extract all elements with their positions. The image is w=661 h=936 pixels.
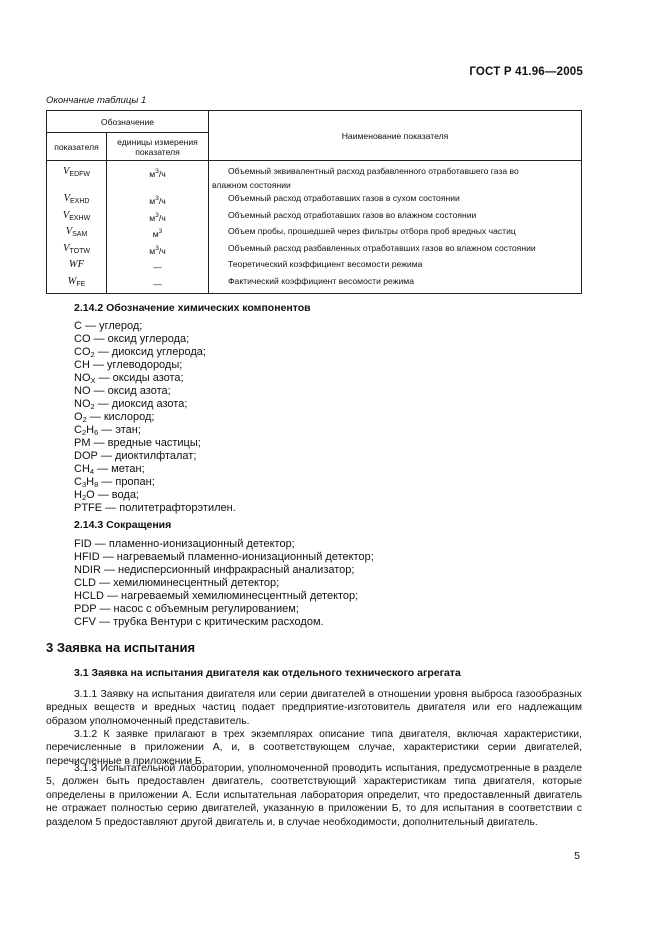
row-name: Объемный расход отработавших газов во влажном состоянии bbox=[228, 209, 477, 220]
row-name: Объемный расход отработавших газов в сухом состоянии bbox=[228, 193, 460, 203]
paragraph-3-1-3: 3.1.3 Испытательной лаборатории, уполномоченной проводить испытания, предусмотренные в разделе 5, должен быть предоставлен двигатель, соответствующий характеристикам типа двигателя, которые определены в приложении А. Если испытательная лаборатория определит, что предоставленный двигатель не отражает полностью серию двигателей, указанную в приложении Б, то для испытания в соответствии с разделом 5 предоставляют другой двигатель и, в случае необходимости, дополнительный двигатель. bbox=[46, 763, 582, 828]
list-item: HFID — нагреваемый пламенно-ионизационный детектор; bbox=[74, 551, 374, 563]
row-name: Фактический коэффициент весомости режима bbox=[228, 275, 414, 286]
row-name: Объемный эквивалентный расход разбавленного отработавшего газа во bbox=[228, 166, 519, 176]
table-row: $W_{FE}$ — Фактический коэффициент весомости режима bbox=[47, 275, 582, 294]
symbol: V bbox=[62, 166, 70, 177]
page-number: 5 bbox=[574, 850, 580, 862]
table-row: $V_{SAM}$ $м^3$ Объем пробы, прошедшей через фильтры отбора проб вредных частиц bbox=[47, 225, 582, 242]
table-header-units: единицы измерения показателя bbox=[107, 133, 209, 161]
table-header-name: Наименование показателя bbox=[209, 111, 582, 161]
list-item: PDP — насос с объемным регулированием; bbox=[74, 603, 299, 615]
symbol: V bbox=[63, 193, 70, 204]
document-code: ГОСТ Р 41.96—2005 bbox=[469, 66, 583, 78]
list-item: CO — оксид углерода; bbox=[74, 333, 190, 345]
paragraph-3-1-1: 3.1.1 Заявку на испытания двигателя или серии двигателей в отношении уровня выброса газообразных вредных веществ и вредных частиц подает предприятие-изготовитель двигателя или его надлежащим образом уполномоченный представитель. bbox=[46, 689, 582, 727]
section-3-1-title: 3.1 Заявка на испытания двигателя как отдельного технического агрегата bbox=[74, 667, 461, 679]
symbol: V bbox=[65, 226, 73, 237]
symbol: V bbox=[63, 242, 70, 254]
list-item: FID — пламенно-ионизационный детектор; bbox=[74, 538, 295, 550]
section-2-14-2-title: 2.14.2 Обозначение химических компонентов bbox=[74, 302, 311, 314]
symbol: W bbox=[67, 275, 77, 287]
table-header-indicator: показателя bbox=[47, 133, 107, 161]
table-group-header: Обозначение bbox=[47, 111, 209, 133]
list-item: HCLD — нагреваемый хемилюминесцентный детектор; bbox=[74, 590, 359, 602]
list-item: NDIR — недисперсионный инфракрасный анализатор; bbox=[74, 564, 355, 576]
table-row: $V_{EXHD}$ $м^3/ч$ Объемный расход отработавших газов в сухом состоянии bbox=[47, 192, 582, 209]
list-item: $O_2$ — кислород; bbox=[74, 411, 155, 424]
indicators-table bbox=[46, 110, 582, 294]
list-item: PM — вредные частицы; bbox=[74, 437, 201, 449]
list-item: NO — оксид азота; bbox=[74, 385, 171, 397]
symbol: WF bbox=[68, 259, 85, 270]
symbol: V bbox=[62, 209, 70, 221]
list-item: CH — углеводороды; bbox=[74, 359, 183, 371]
list-item: $CH_4$ — метан; bbox=[74, 463, 145, 476]
table-row: WF — Теоретический коэффициент весомости режима bbox=[47, 258, 582, 275]
abbreviations-list bbox=[74, 538, 374, 629]
list-item: CFV — трубка Вентури с критическим расходом. bbox=[74, 616, 324, 628]
list-item: $C_3H_8$ — пропан; bbox=[74, 476, 155, 489]
list-item: PTFE — политетрафторэтилен. bbox=[74, 502, 236, 514]
row-name: Объем пробы, прошедшей через фильтры отбора проб вредных частиц bbox=[228, 226, 516, 236]
table-row: $V_{EDFW}$ $м^3/ч$ Объемный эквивалентный расход разбавленного отработавшего газа во влажном состоянии bbox=[47, 161, 582, 193]
row-name: Объемный расход разбавленных отработавших газов во влажном состоянии bbox=[228, 242, 536, 253]
list-item: $NO_X$ — оксиды азота; bbox=[74, 372, 184, 385]
table-row: $V_{TOTW}$ $м^3/ч$ Объемный расход разбавленных отработавших газов во влажном состоянии bbox=[47, 242, 582, 259]
section-2-14-3-title: 2.14.3 Сокращения bbox=[74, 519, 172, 531]
chemical-components-list bbox=[74, 320, 236, 515]
paragraph-3-1-2: 3.1.2 К заявке прилагают в трех экземплярах описание типа двигателя, включая характеристики, перечисленные в приложении А, и, в соответствующем случае, характеристики серии двигателей, перечисленные в приложении Б. bbox=[46, 729, 582, 767]
list-item: $H_2O$ — вода; bbox=[74, 489, 139, 502]
row-name: Теоретический коэффициент весомости режима bbox=[228, 259, 423, 269]
list-item: DOP — диоктилфталат; bbox=[74, 450, 197, 462]
list-item: C — углерод; bbox=[74, 320, 143, 332]
table-row: $V_{EXHW}$ $м^3/ч$ Объемный расход отработавших газов во влажном состоянии bbox=[47, 209, 582, 226]
list-item: $C_2H_6$ — этан; bbox=[74, 424, 141, 437]
table-caption: Окончание таблицы 1 bbox=[46, 95, 147, 106]
list-item: CLD — хемилюминесцентный детектор; bbox=[74, 577, 280, 589]
section-3-title: 3 Заявка на испытания bbox=[46, 640, 196, 655]
list-item: $NO_2$ — диоксид азота; bbox=[74, 398, 188, 411]
list-item: $CO_2$ — диоксид углерода; bbox=[74, 346, 206, 359]
